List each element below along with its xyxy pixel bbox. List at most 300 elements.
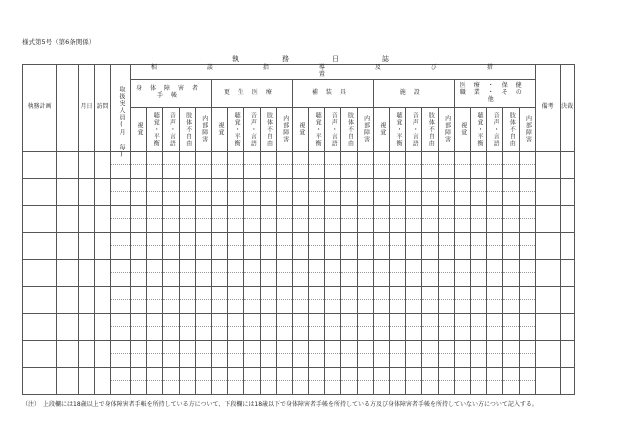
plan-cell[interactable] (23, 313, 57, 340)
lower-cell[interactable] (276, 327, 292, 341)
upper-cell[interactable] (454, 259, 470, 273)
upper-cell[interactable] (325, 178, 341, 192)
lower-cell[interactable] (373, 219, 389, 233)
upper-cell[interactable] (195, 232, 211, 246)
plan-cell[interactable] (23, 340, 57, 367)
approval-cell[interactable] (560, 286, 574, 313)
lower-cell[interactable] (195, 219, 211, 233)
lower-cell[interactable] (309, 354, 325, 368)
lower-cell[interactable] (163, 273, 179, 287)
lower-cell[interactable] (292, 192, 308, 206)
lower-cell[interactable] (309, 219, 325, 233)
lower-cell[interactable] (390, 327, 406, 341)
upper-cell[interactable] (163, 367, 179, 381)
lower-cell[interactable] (111, 246, 131, 260)
lower-cell[interactable] (147, 300, 163, 314)
notes-cell[interactable] (535, 205, 560, 232)
upper-cell[interactable] (244, 286, 260, 300)
lower-cell[interactable] (438, 219, 454, 233)
lower-cell[interactable] (487, 273, 503, 287)
approval-cell[interactable] (560, 313, 574, 340)
plan-cell[interactable] (23, 286, 57, 313)
upper-cell[interactable] (519, 367, 535, 381)
lower-cell[interactable] (454, 192, 470, 206)
upper-cell[interactable] (519, 313, 535, 327)
upper-cell[interactable] (390, 178, 406, 192)
upper-cell[interactable] (276, 151, 292, 165)
plan-cell[interactable] (23, 205, 57, 232)
notes-cell[interactable] (535, 259, 560, 286)
upper-cell[interactable] (357, 151, 373, 165)
upper-cell[interactable] (195, 259, 211, 273)
upper-cell[interactable] (325, 232, 341, 246)
lower-cell[interactable] (244, 165, 260, 179)
upper-cell[interactable] (244, 178, 260, 192)
upper-cell[interactable] (406, 313, 422, 327)
upper-cell[interactable] (454, 232, 470, 246)
lower-cell[interactable] (309, 246, 325, 260)
upper-cell[interactable] (390, 340, 406, 354)
lower-cell[interactable] (131, 354, 147, 368)
upper-cell[interactable] (309, 286, 325, 300)
upper-cell[interactable] (292, 259, 308, 273)
upper-cell[interactable] (131, 232, 147, 246)
lower-cell[interactable] (438, 300, 454, 314)
upper-cell[interactable] (244, 259, 260, 273)
upper-cell[interactable] (422, 367, 438, 381)
lower-cell[interactable] (325, 300, 341, 314)
upper-cell[interactable] (422, 232, 438, 246)
lower-cell[interactable] (163, 354, 179, 368)
upper-cell[interactable] (487, 232, 503, 246)
lower-cell[interactable] (341, 273, 357, 287)
upper-cell[interactable] (292, 178, 308, 192)
lower-cell[interactable] (357, 300, 373, 314)
upper-cell[interactable] (260, 340, 276, 354)
lower-cell[interactable] (163, 219, 179, 233)
upper-cell[interactable] (292, 151, 308, 165)
lower-cell[interactable] (211, 327, 227, 341)
lower-cell[interactable] (228, 219, 244, 233)
visit-cell[interactable] (95, 313, 111, 340)
upper-cell[interactable] (341, 313, 357, 327)
lower-cell[interactable] (503, 381, 519, 395)
lower-cell[interactable] (111, 300, 131, 314)
notes-cell[interactable] (535, 367, 560, 394)
lower-cell[interactable] (325, 381, 341, 395)
upper-cell[interactable] (309, 205, 325, 219)
upper-cell[interactable] (260, 151, 276, 165)
upper-cell[interactable] (406, 259, 422, 273)
upper-cell[interactable] (325, 367, 341, 381)
upper-cell[interactable] (147, 313, 163, 327)
upper-cell[interactable] (438, 205, 454, 219)
lower-cell[interactable] (195, 165, 211, 179)
upper-cell[interactable] (503, 151, 519, 165)
lower-cell[interactable] (406, 273, 422, 287)
upper-cell[interactable] (373, 232, 389, 246)
upper-cell[interactable] (211, 367, 227, 381)
lower-cell[interactable] (470, 192, 486, 206)
upper-cell[interactable] (470, 151, 486, 165)
upper-cell[interactable] (422, 286, 438, 300)
lower-cell[interactable] (406, 381, 422, 395)
lower-cell[interactable] (195, 273, 211, 287)
upper-cell[interactable] (111, 367, 131, 381)
upper-cell[interactable] (373, 205, 389, 219)
lower-cell[interactable] (454, 327, 470, 341)
lower-cell[interactable] (341, 246, 357, 260)
lower-cell[interactable] (390, 354, 406, 368)
upper-cell[interactable] (260, 178, 276, 192)
upper-cell[interactable] (147, 232, 163, 246)
upper-cell[interactable] (390, 367, 406, 381)
approval-cell[interactable] (560, 232, 574, 259)
upper-cell[interactable] (357, 340, 373, 354)
lower-cell[interactable] (325, 354, 341, 368)
upper-cell[interactable] (147, 151, 163, 165)
lower-cell[interactable] (244, 246, 260, 260)
upper-cell[interactable] (438, 286, 454, 300)
lower-cell[interactable] (373, 354, 389, 368)
lower-cell[interactable] (260, 381, 276, 395)
upper-cell[interactable] (163, 232, 179, 246)
lower-cell[interactable] (519, 192, 535, 206)
upper-cell[interactable] (341, 151, 357, 165)
lower-cell[interactable] (341, 300, 357, 314)
upper-cell[interactable] (406, 286, 422, 300)
upper-cell[interactable] (131, 205, 147, 219)
approval-cell[interactable] (560, 259, 574, 286)
lower-cell[interactable] (357, 327, 373, 341)
lower-cell[interactable] (454, 381, 470, 395)
upper-cell[interactable] (179, 259, 195, 273)
upper-cell[interactable] (228, 205, 244, 219)
lower-cell[interactable] (260, 354, 276, 368)
lower-cell[interactable] (373, 381, 389, 395)
upper-cell[interactable] (390, 259, 406, 273)
upper-cell[interactable] (163, 286, 179, 300)
upper-cell[interactable] (131, 313, 147, 327)
upper-cell[interactable] (503, 232, 519, 246)
upper-cell[interactable] (309, 178, 325, 192)
upper-cell[interactable] (163, 151, 179, 165)
lower-cell[interactable] (503, 354, 519, 368)
lower-cell[interactable] (260, 192, 276, 206)
upper-cell[interactable] (195, 313, 211, 327)
lower-cell[interactable] (195, 381, 211, 395)
upper-cell[interactable] (454, 178, 470, 192)
lower-cell[interactable] (179, 327, 195, 341)
lower-cell[interactable] (147, 192, 163, 206)
lower-cell[interactable] (470, 354, 486, 368)
lower-cell[interactable] (292, 219, 308, 233)
visit-cell[interactable] (95, 286, 111, 313)
upper-cell[interactable] (487, 205, 503, 219)
upper-cell[interactable] (179, 340, 195, 354)
lower-cell[interactable] (147, 381, 163, 395)
upper-cell[interactable] (292, 205, 308, 219)
lower-cell[interactable] (325, 246, 341, 260)
lower-cell[interactable] (195, 354, 211, 368)
upper-cell[interactable] (341, 367, 357, 381)
lower-cell[interactable] (503, 300, 519, 314)
lower-cell[interactable] (487, 381, 503, 395)
upper-cell[interactable] (470, 178, 486, 192)
lower-cell[interactable] (260, 246, 276, 260)
lower-cell[interactable] (276, 381, 292, 395)
lower-cell[interactable] (390, 192, 406, 206)
lower-cell[interactable] (244, 354, 260, 368)
lower-cell[interactable] (179, 300, 195, 314)
upper-cell[interactable] (131, 340, 147, 354)
upper-cell[interactable] (438, 367, 454, 381)
upper-cell[interactable] (438, 178, 454, 192)
upper-cell[interactable] (309, 367, 325, 381)
lower-cell[interactable] (470, 273, 486, 287)
lower-cell[interactable] (341, 327, 357, 341)
plan-cell[interactable] (23, 151, 57, 178)
upper-cell[interactable] (373, 286, 389, 300)
lower-cell[interactable] (503, 219, 519, 233)
lower-cell[interactable] (519, 354, 535, 368)
lower-cell[interactable] (357, 192, 373, 206)
upper-cell[interactable] (195, 286, 211, 300)
upper-cell[interactable] (373, 313, 389, 327)
lower-cell[interactable] (406, 246, 422, 260)
upper-cell[interactable] (179, 286, 195, 300)
lower-cell[interactable] (131, 165, 147, 179)
lower-cell[interactable] (519, 327, 535, 341)
upper-cell[interactable] (276, 313, 292, 327)
upper-cell[interactable] (390, 205, 406, 219)
upper-cell[interactable] (503, 340, 519, 354)
upper-cell[interactable] (373, 340, 389, 354)
upper-cell[interactable] (470, 340, 486, 354)
upper-cell[interactable] (503, 178, 519, 192)
upper-cell[interactable] (422, 313, 438, 327)
upper-cell[interactable] (422, 151, 438, 165)
lower-cell[interactable] (470, 246, 486, 260)
lower-cell[interactable] (373, 300, 389, 314)
lower-cell[interactable] (309, 300, 325, 314)
lower-cell[interactable] (454, 273, 470, 287)
upper-cell[interactable] (487, 178, 503, 192)
lower-cell[interactable] (179, 219, 195, 233)
upper-cell[interactable] (244, 232, 260, 246)
lower-cell[interactable] (357, 246, 373, 260)
upper-cell[interactable] (406, 178, 422, 192)
lower-cell[interactable] (131, 246, 147, 260)
upper-cell[interactable] (292, 340, 308, 354)
upper-cell[interactable] (406, 205, 422, 219)
approval-cell[interactable] (560, 340, 574, 367)
lower-cell[interactable] (438, 165, 454, 179)
upper-cell[interactable] (147, 259, 163, 273)
blank-cell[interactable] (57, 367, 79, 394)
upper-cell[interactable] (357, 178, 373, 192)
upper-cell[interactable] (211, 178, 227, 192)
upper-cell[interactable] (470, 205, 486, 219)
lower-cell[interactable] (195, 246, 211, 260)
upper-cell[interactable] (163, 178, 179, 192)
lower-cell[interactable] (276, 165, 292, 179)
notes-cell[interactable] (535, 178, 560, 205)
upper-cell[interactable] (211, 232, 227, 246)
upper-cell[interactable] (357, 205, 373, 219)
lower-cell[interactable] (228, 273, 244, 287)
upper-cell[interactable] (341, 178, 357, 192)
upper-cell[interactable] (244, 313, 260, 327)
lower-cell[interactable] (422, 300, 438, 314)
lower-cell[interactable] (147, 354, 163, 368)
upper-cell[interactable] (390, 286, 406, 300)
lower-cell[interactable] (211, 381, 227, 395)
upper-cell[interactable] (325, 151, 341, 165)
upper-cell[interactable] (179, 178, 195, 192)
lower-cell[interactable] (195, 300, 211, 314)
lower-cell[interactable] (147, 246, 163, 260)
upper-cell[interactable] (470, 313, 486, 327)
plan-cell[interactable] (23, 259, 57, 286)
upper-cell[interactable] (470, 286, 486, 300)
lower-cell[interactable] (244, 219, 260, 233)
lower-cell[interactable] (292, 354, 308, 368)
upper-cell[interactable] (111, 205, 131, 219)
upper-cell[interactable] (131, 151, 147, 165)
lower-cell[interactable] (309, 327, 325, 341)
upper-cell[interactable] (519, 259, 535, 273)
approval-cell[interactable] (560, 151, 574, 178)
lower-cell[interactable] (487, 246, 503, 260)
upper-cell[interactable] (244, 205, 260, 219)
lower-cell[interactable] (454, 300, 470, 314)
upper-cell[interactable] (487, 259, 503, 273)
upper-cell[interactable] (503, 313, 519, 327)
upper-cell[interactable] (470, 232, 486, 246)
lower-cell[interactable] (406, 300, 422, 314)
lower-cell[interactable] (438, 354, 454, 368)
upper-cell[interactable] (292, 232, 308, 246)
lower-cell[interactable] (131, 273, 147, 287)
plan-cell[interactable] (23, 232, 57, 259)
upper-cell[interactable] (390, 232, 406, 246)
lower-cell[interactable] (373, 273, 389, 287)
lower-cell[interactable] (325, 327, 341, 341)
upper-cell[interactable] (211, 286, 227, 300)
lower-cell[interactable] (422, 246, 438, 260)
upper-cell[interactable] (341, 232, 357, 246)
upper-cell[interactable] (276, 205, 292, 219)
lower-cell[interactable] (276, 192, 292, 206)
lower-cell[interactable] (179, 192, 195, 206)
upper-cell[interactable] (341, 340, 357, 354)
lower-cell[interactable] (111, 381, 131, 395)
date-cell[interactable] (79, 313, 95, 340)
approval-cell[interactable] (560, 178, 574, 205)
lower-cell[interactable] (228, 165, 244, 179)
lower-cell[interactable] (357, 354, 373, 368)
upper-cell[interactable] (390, 313, 406, 327)
lower-cell[interactable] (276, 273, 292, 287)
upper-cell[interactable] (179, 151, 195, 165)
upper-cell[interactable] (228, 367, 244, 381)
upper-cell[interactable] (309, 232, 325, 246)
lower-cell[interactable] (357, 381, 373, 395)
upper-cell[interactable] (438, 259, 454, 273)
lower-cell[interactable] (406, 354, 422, 368)
lower-cell[interactable] (111, 165, 131, 179)
lower-cell[interactable] (309, 165, 325, 179)
date-cell[interactable] (79, 286, 95, 313)
date-cell[interactable] (79, 178, 95, 205)
lower-cell[interactable] (228, 300, 244, 314)
upper-cell[interactable] (519, 151, 535, 165)
lower-cell[interactable] (260, 300, 276, 314)
lower-cell[interactable] (487, 192, 503, 206)
lower-cell[interactable] (357, 219, 373, 233)
lower-cell[interactable] (519, 381, 535, 395)
upper-cell[interactable] (195, 367, 211, 381)
upper-cell[interactable] (228, 313, 244, 327)
lower-cell[interactable] (260, 165, 276, 179)
lower-cell[interactable] (292, 246, 308, 260)
lower-cell[interactable] (131, 300, 147, 314)
upper-cell[interactable] (309, 340, 325, 354)
lower-cell[interactable] (341, 165, 357, 179)
lower-cell[interactable] (111, 273, 131, 287)
upper-cell[interactable] (422, 205, 438, 219)
upper-cell[interactable] (244, 151, 260, 165)
visit-cell[interactable] (95, 205, 111, 232)
upper-cell[interactable] (503, 259, 519, 273)
blank-cell[interactable] (57, 151, 79, 178)
lower-cell[interactable] (163, 300, 179, 314)
upper-cell[interactable] (211, 259, 227, 273)
blank-cell[interactable] (57, 205, 79, 232)
lower-cell[interactable] (422, 165, 438, 179)
upper-cell[interactable] (211, 313, 227, 327)
approval-cell[interactable] (560, 367, 574, 394)
lower-cell[interactable] (131, 381, 147, 395)
lower-cell[interactable] (357, 273, 373, 287)
lower-cell[interactable] (325, 219, 341, 233)
lower-cell[interactable] (244, 381, 260, 395)
upper-cell[interactable] (519, 178, 535, 192)
lower-cell[interactable] (309, 192, 325, 206)
upper-cell[interactable] (487, 151, 503, 165)
upper-cell[interactable] (228, 232, 244, 246)
lower-cell[interactable] (309, 381, 325, 395)
upper-cell[interactable] (163, 205, 179, 219)
upper-cell[interactable] (111, 259, 131, 273)
blank-cell[interactable] (57, 286, 79, 313)
upper-cell[interactable] (325, 313, 341, 327)
upper-cell[interactable] (292, 313, 308, 327)
lower-cell[interactable] (503, 165, 519, 179)
notes-cell[interactable] (535, 286, 560, 313)
upper-cell[interactable] (260, 313, 276, 327)
upper-cell[interactable] (147, 367, 163, 381)
lower-cell[interactable] (503, 192, 519, 206)
lower-cell[interactable] (406, 192, 422, 206)
upper-cell[interactable] (454, 367, 470, 381)
upper-cell[interactable] (163, 313, 179, 327)
upper-cell[interactable] (195, 340, 211, 354)
upper-cell[interactable] (519, 340, 535, 354)
upper-cell[interactable] (211, 205, 227, 219)
upper-cell[interactable] (276, 259, 292, 273)
